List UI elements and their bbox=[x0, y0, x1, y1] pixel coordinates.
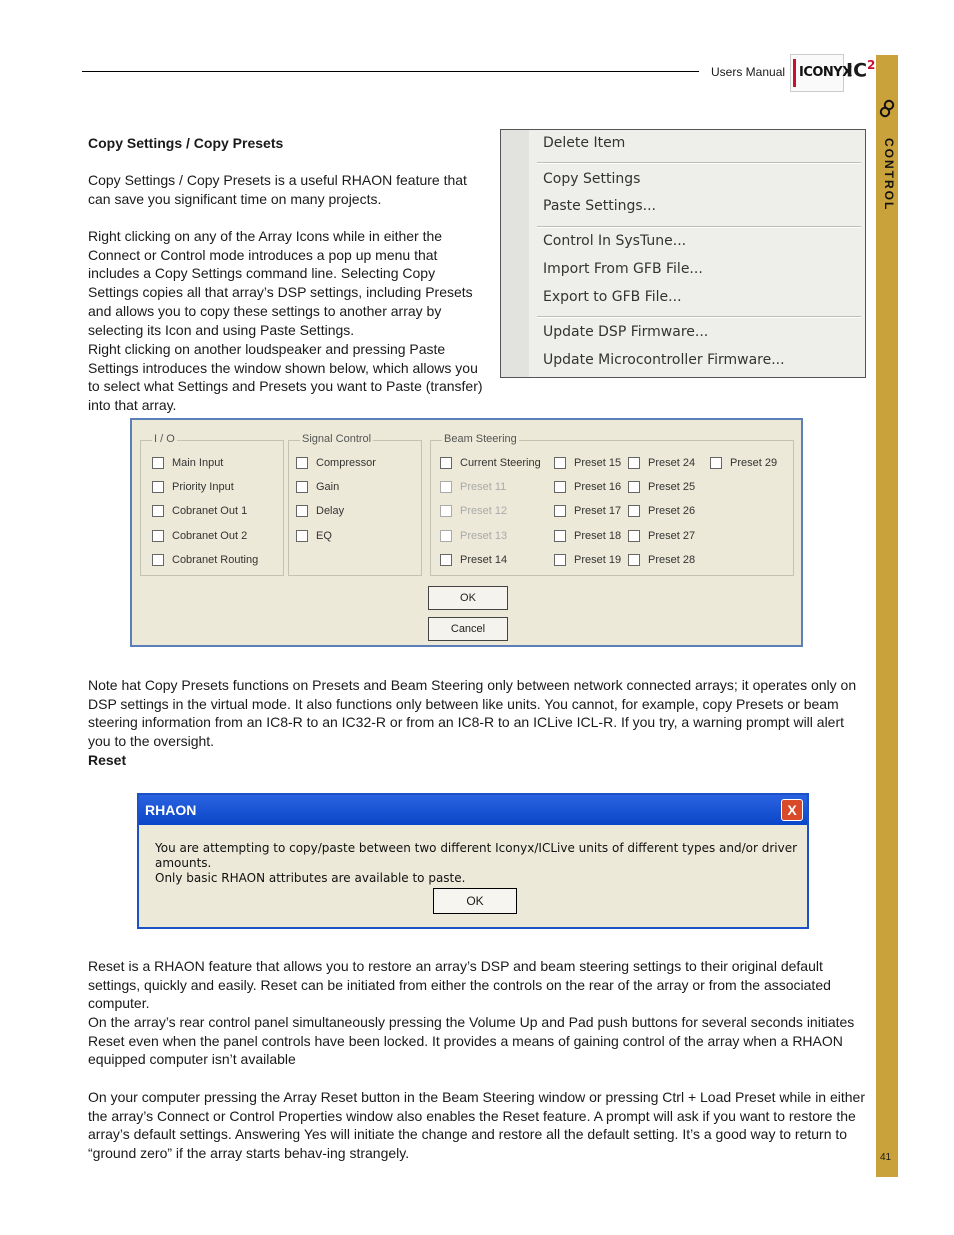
checkbox-preset-11 bbox=[440, 481, 506, 493]
checkbox-preset-25[interactable] bbox=[628, 481, 695, 493]
checkbox-gain[interactable] bbox=[296, 481, 339, 493]
checkbox-label: EQ bbox=[316, 530, 332, 542]
checkbox-cobranet-routing[interactable] bbox=[152, 554, 258, 566]
note-paragraph: Note hat Copy Presets functions on Presets and Beam Steering only between network connected arrays; it operates only on DSP settings in the virtual mode. It also functions only between like units. You cannot, for example, copy Presets or beam steering information from an IC8-R to an IC32-R or from an IC8-R to an ICLive ICL-R. If you try, a warning prompt will alert you to the oversight. bbox=[88, 677, 857, 750]
page-number: 41 bbox=[880, 1152, 892, 1163]
section-label: CONTROL bbox=[882, 138, 896, 212]
checkbox-priority-input[interactable] bbox=[152, 481, 234, 493]
ok-button[interactable]: OK bbox=[428, 586, 508, 610]
menu-item-control-systune[interactable]: Control In SysTune... bbox=[543, 233, 687, 249]
checkbox-current-steering[interactable] bbox=[440, 457, 541, 469]
control-section-icon bbox=[879, 99, 895, 119]
checkbox-label: Preset 13 bbox=[460, 530, 508, 542]
menu-item-export-gfb[interactable]: Export to GFB File... bbox=[543, 289, 682, 305]
dialog-title: RHAON bbox=[139, 795, 807, 825]
copy-paragraph-3: Right clicking on another loudspeaker and pressing Paste Settings introduces the window shown below, which allows you to select what Settings and Presets you want to Paste (transfer) into that array. bbox=[88, 341, 483, 414]
reset-paragraph-3: On your computer pressing the Array Reset button in the Beam Steering window or pressing Ctrl + Load Preset while in either the array’s Connect or Control Properties window also enables the Reset feature. A prompt will ask if you want to restore the array’s default settings. Answering Yes will initiate the change and restore all the default setting. It’s a good way to return to “ground zero” if the array starts behav-ing strangely. bbox=[88, 1089, 866, 1162]
checkbox-preset-26[interactable] bbox=[628, 505, 695, 517]
ic2-logo bbox=[846, 58, 875, 81]
checkbox-main-input[interactable] bbox=[152, 457, 223, 469]
checkbox-label: Cobranet Out 1 bbox=[172, 505, 248, 517]
checkbox-preset-14[interactable] bbox=[440, 554, 507, 566]
checkbox-cobranet-out-2[interactable] bbox=[152, 530, 247, 542]
checkbox-compressor[interactable] bbox=[296, 457, 376, 469]
dialog-ok-button[interactable]: OK bbox=[433, 888, 517, 914]
iconyx-logo bbox=[790, 54, 852, 92]
checkbox-label: Preset 25 bbox=[648, 481, 696, 493]
checkbox-label: Current Steering bbox=[460, 457, 541, 469]
reset-paragraph-1: Reset is a RHAON feature that allows you to restore an array’s DSP and beam steering settings to their original default settings, quickly and easily. Reset can be initiated from either the controls on the rear of the array or from the associated computer. bbox=[88, 958, 831, 1012]
checkbox-label: Preset 18 bbox=[574, 530, 622, 542]
checkbox-label: Preset 26 bbox=[648, 505, 696, 517]
checkbox-label: Preset 27 bbox=[648, 530, 696, 542]
checkbox-preset-29[interactable] bbox=[710, 457, 777, 469]
section-sidebar bbox=[876, 55, 898, 1177]
checkbox-label: Priority Input bbox=[172, 481, 234, 493]
close-icon[interactable]: X bbox=[781, 799, 803, 821]
io-group-label: I / O bbox=[154, 433, 175, 445]
rhaon-warning-dialog bbox=[137, 793, 809, 929]
checkbox-cobranet-out-1[interactable] bbox=[152, 505, 247, 517]
checkbox-label: Preset 28 bbox=[648, 554, 696, 566]
beam-group-label: Beam Steering bbox=[444, 433, 517, 445]
checkbox-label: Preset 16 bbox=[574, 481, 622, 493]
checkbox-label: Main Input bbox=[172, 457, 224, 469]
reset-heading: Reset bbox=[88, 752, 127, 768]
checkbox-preset-19[interactable] bbox=[554, 554, 621, 566]
checkbox-label: Preset 14 bbox=[460, 554, 508, 566]
checkbox-label: Compressor bbox=[316, 457, 376, 469]
checkbox-preset-16[interactable] bbox=[554, 481, 621, 493]
checkbox-label: Cobranet Routing bbox=[172, 554, 259, 566]
checkbox-label: Preset 11 bbox=[460, 481, 507, 493]
checkbox-preset-27[interactable] bbox=[628, 530, 695, 542]
header-rule bbox=[82, 71, 699, 72]
menu-item-import-gfb[interactable]: Import From GFB File... bbox=[543, 261, 703, 277]
dialog-message-line-2: Only basic RHAON attributes are available to paste. bbox=[155, 871, 466, 885]
checkbox-label: Preset 24 bbox=[648, 457, 696, 469]
checkbox-preset-12 bbox=[440, 505, 507, 517]
dialog-message bbox=[155, 841, 807, 886]
signal-group-label: Signal Control bbox=[302, 433, 372, 445]
checkbox-eq[interactable] bbox=[296, 530, 332, 542]
checkbox-preset-17[interactable] bbox=[554, 505, 621, 517]
checkbox-preset-28[interactable] bbox=[628, 554, 695, 566]
paste-settings-dialog bbox=[130, 418, 803, 647]
dialog-message-line-1: You are attempting to copy/paste between two different Iconyx/ICLive units of different types and/or driver amounts. bbox=[155, 841, 798, 870]
checkbox-preset-24[interactable] bbox=[628, 457, 695, 469]
menu-item-copy-settings[interactable]: Copy Settings bbox=[543, 171, 641, 187]
checkbox-label: Preset 19 bbox=[574, 554, 622, 566]
ic2-logo-text: IC bbox=[846, 59, 868, 82]
menu-item-update-microcontroller[interactable]: Update Microcontroller Firmware... bbox=[543, 352, 785, 368]
checkbox-preset-13 bbox=[440, 530, 507, 542]
copy-paragraph-1: Copy Settings / Copy Presets is a useful RHAON feature that can save you significant time on many projects. bbox=[88, 172, 467, 207]
cancel-button[interactable]: Cancel bbox=[428, 617, 508, 641]
menu-item-delete[interactable]: Delete Item bbox=[543, 135, 626, 151]
copy-paragraph-2: Right clicking on any of the Array Icons while in either the Connect or Control mode introduces a pop up menu that includes a Copy Settings command line. Selecting Copy Settings copies all that array’s DSP settings, including Presets and allows you to copy these settings to another array by selecting its Icon and using Paste Settings. bbox=[88, 228, 473, 338]
copy-settings-heading: Copy Settings / Copy Presets bbox=[88, 135, 284, 151]
checkbox-label: Cobranet Out 2 bbox=[172, 530, 248, 542]
reset-paragraph-2: On the array’s rear control panel simultaneously pressing the Volume Up and Pad push buttons for several seconds initiates Reset even when the panel controls have been locked. It provides a means of gaining control of the array when a RHAON equipped computer isn’t available bbox=[88, 1014, 855, 1068]
checkbox-delay[interactable] bbox=[296, 505, 344, 517]
menu-item-update-dsp[interactable]: Update DSP Firmware... bbox=[543, 324, 709, 340]
checkbox-label: Delay bbox=[316, 505, 345, 517]
ic2-logo-sup: 2 bbox=[867, 58, 876, 72]
checkbox-preset-15[interactable] bbox=[554, 457, 621, 469]
context-menu-screenshot bbox=[500, 129, 866, 378]
header-manual-label: Users Manual bbox=[711, 65, 786, 79]
checkbox-label: Preset 17 bbox=[574, 505, 622, 517]
checkbox-label: Preset 12 bbox=[460, 505, 508, 517]
checkbox-label: Preset 29 bbox=[730, 457, 778, 469]
iconyx-logo-text: ICONYX bbox=[799, 65, 852, 80]
checkbox-label: Gain bbox=[316, 481, 340, 493]
checkbox-label: Preset 15 bbox=[574, 457, 622, 469]
menu-item-paste-settings[interactable]: Paste Settings... bbox=[543, 198, 657, 214]
checkbox-preset-18[interactable] bbox=[554, 530, 621, 542]
